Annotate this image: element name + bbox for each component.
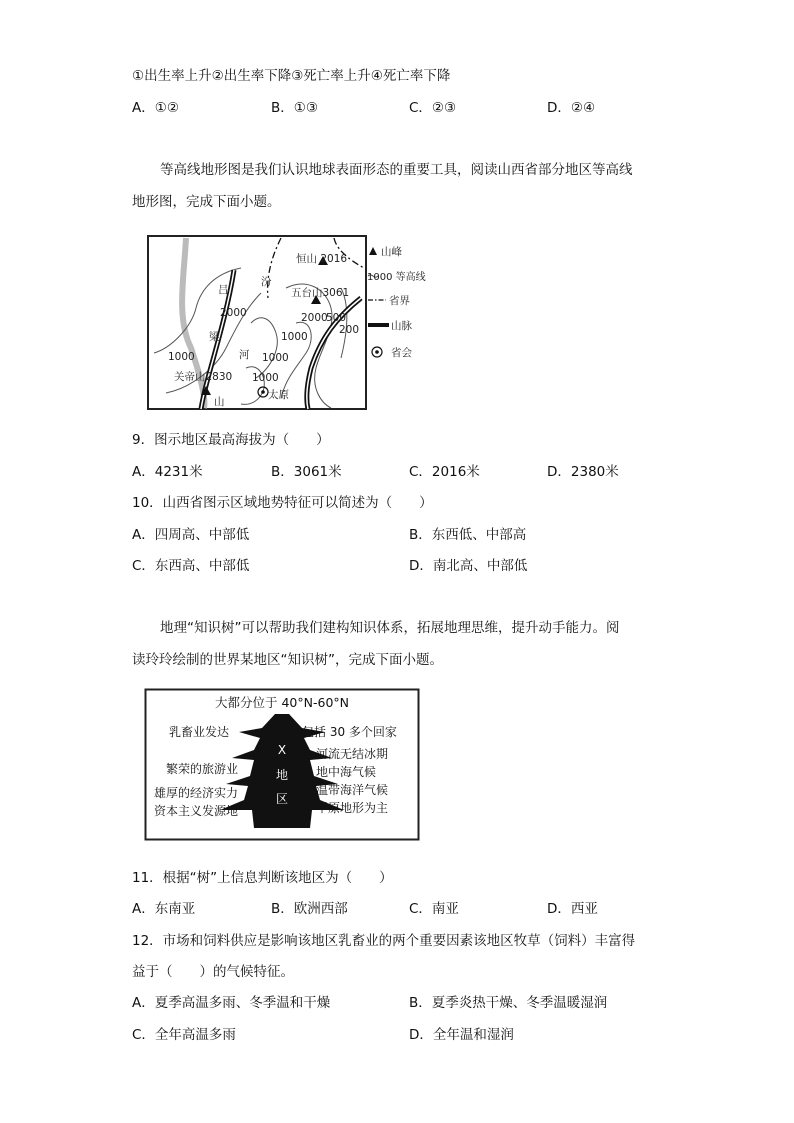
knowledge-tree-figure bbox=[144, 688, 420, 841]
legend-peak-label: 山峰 bbox=[381, 246, 402, 258]
taiyuan-label: 太原 bbox=[268, 389, 289, 401]
q12-option-a: A．夏季高温多雨、冬季温和干燥 bbox=[132, 995, 331, 1011]
intro-paragraph-1-line-1: 等高线地形图是我们认识地球表面形态的重要工具，阅读山西省部分地区等高线 bbox=[160, 162, 633, 178]
q11-option-b: B．欧洲西部 bbox=[271, 901, 348, 917]
shan-label: 山 bbox=[214, 396, 225, 408]
question-9: 9．图示地区最高海拔为（ ） bbox=[132, 432, 330, 448]
question-12-line-2: 益于（ ）的气候特征。 bbox=[132, 964, 294, 980]
contour-label-500: 500 bbox=[326, 312, 347, 324]
legend-capital-label: 省会 bbox=[391, 347, 412, 359]
q10-option-b: B．东西低、中部高 bbox=[409, 527, 527, 543]
legend-peak-icon bbox=[369, 247, 377, 255]
left-label-4: 资本主义发源地 bbox=[154, 804, 239, 818]
q11-option-a: A．东南亚 bbox=[132, 901, 196, 917]
q9-option-b: B．3061米 bbox=[271, 464, 342, 480]
right-label-4: 温带海洋气候 bbox=[316, 783, 389, 797]
contour-map-figure bbox=[146, 228, 426, 413]
contour-label-1000: 1000 bbox=[252, 372, 279, 384]
q9-option-c: C．2016米 bbox=[409, 464, 480, 480]
wutaishan-label: 五台山3061 bbox=[291, 287, 350, 299]
q10-option-a: A．四周高、中部低 bbox=[132, 527, 250, 543]
intro-paragraph-2-line-2: 读玲玲绘制的世界某地区“知识树”，完成下面小题。 bbox=[132, 652, 443, 668]
contour-label-2000: 2000 bbox=[301, 312, 328, 324]
trunk-x: X bbox=[277, 743, 287, 757]
hengshan-label: 恒山 2016 bbox=[296, 253, 348, 265]
q9-option-a: A．4231米 bbox=[132, 464, 203, 480]
intro-paragraph-1-line-2: 地形图，完成下面小题。 bbox=[132, 194, 281, 210]
luliang-label-liang: 梁 bbox=[209, 331, 220, 343]
contour-label-200: 200 bbox=[339, 324, 360, 336]
map-legend bbox=[367, 245, 426, 359]
option-b: B．①③ bbox=[271, 100, 318, 116]
legend-border-label: 省界 bbox=[389, 295, 410, 307]
question-11: 11．根据“树”上信息判断该地区为（ ） bbox=[132, 870, 393, 886]
option-c: C．②③ bbox=[409, 100, 457, 116]
q12-option-c: C．全年高温多雨 bbox=[132, 1027, 236, 1043]
right-label-1: 包括 30 多个回家 bbox=[302, 725, 397, 739]
q11-option-d: D．西亚 bbox=[547, 901, 598, 917]
legend-mountain-label: 山脉 bbox=[391, 320, 412, 332]
luliang-label-lv: 吕 bbox=[218, 284, 229, 296]
q9-option-d: D．2380米 bbox=[547, 464, 619, 480]
question-10: 10．山西省图示区域地势特征可以简述为（ ） bbox=[132, 495, 433, 511]
fen-label: 汾 bbox=[261, 276, 272, 288]
tree-top-label: 大都分位于 40°N-60°N bbox=[215, 695, 349, 710]
trunk-di: 地 bbox=[275, 768, 289, 782]
q12-option-b: B．夏季炎热干燥、冬季温暖湿润 bbox=[409, 995, 608, 1011]
question-12-line-1: 12．市场和饲料供应是影响该地区乳畜业的两个重要因素该地区牧草（饲料）丰富得 bbox=[132, 933, 636, 949]
q11-option-c: C．南亚 bbox=[409, 901, 459, 917]
option-d: D．②④ bbox=[547, 100, 596, 116]
right-label-3: 地中海气候 bbox=[316, 765, 377, 779]
contour-label-1000: 1000 bbox=[168, 351, 195, 363]
left-label-1: 乳畜业发达 bbox=[169, 725, 230, 739]
trunk-qu: 区 bbox=[275, 792, 289, 806]
q10-option-c: C．东西高、中部低 bbox=[132, 558, 250, 574]
q10-option-d: D．南北高、中部低 bbox=[409, 558, 528, 574]
intro-paragraph-2-line-1: 地理“知识树”可以帮助我们建构知识体系，拓展地理思维，提升动手能力。阅 bbox=[160, 620, 620, 636]
contour-label-1000: 1000 bbox=[281, 331, 308, 343]
q12-option-d: D．全年温和湿润 bbox=[409, 1027, 514, 1043]
option-a: A．①② bbox=[132, 100, 179, 116]
left-label-3: 雄厚的经济实力 bbox=[154, 786, 239, 800]
he-label: 河 bbox=[239, 349, 250, 361]
statement-line: ①出生率上升②出生率下降③死亡率上升④死亡率下降 bbox=[132, 68, 451, 84]
contour-label-2000: 2000 bbox=[220, 307, 247, 319]
guandishan-label: 关帝山2830 bbox=[174, 371, 233, 383]
right-label-5: 平原地形为主 bbox=[316, 801, 389, 815]
left-label-2: 繁荣的旅游业 bbox=[166, 762, 239, 776]
legend-contour-label: 1000 等高线 bbox=[367, 272, 426, 283]
contour-label-1000: 1000 bbox=[262, 352, 289, 364]
right-label-2: 河流无结冰期 bbox=[316, 747, 389, 761]
